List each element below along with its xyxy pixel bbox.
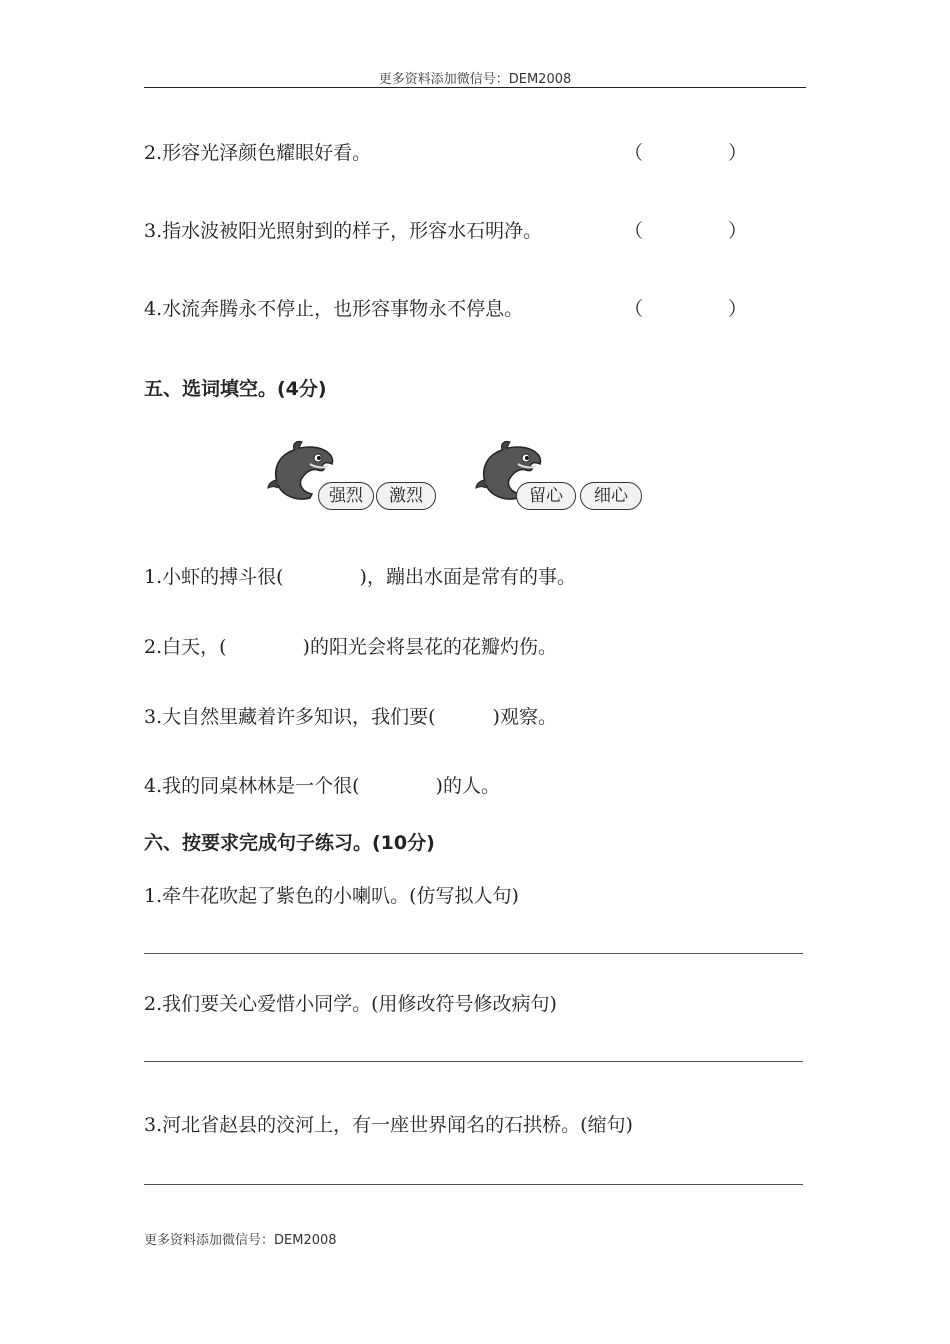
sentence-exercise: 1.牵牛花吹起了紫色的小喇叭。(仿写拟人句) bbox=[144, 885, 519, 907]
word-option: 细心 bbox=[580, 482, 642, 510]
section-title: 五、选词填空。(4分) bbox=[144, 378, 327, 400]
section-title: 六、按要求完成句子练习。(10分) bbox=[144, 832, 435, 854]
answer-paren-open: （ bbox=[624, 220, 644, 242]
word-group bbox=[474, 440, 674, 516]
fill-blank-item: 2.白天，( )的阳光会将昙花的花瓣灼伤。 bbox=[144, 636, 557, 658]
answer-paren-open: （ bbox=[624, 142, 644, 164]
answer-paren-close: ） bbox=[728, 142, 748, 164]
header-divider bbox=[144, 87, 806, 88]
answer-paren-open: （ bbox=[624, 298, 644, 320]
answer-paren-close: ） bbox=[728, 298, 748, 320]
answer-line bbox=[144, 1061, 803, 1062]
sentence-exercise: 3.河北省赵县的洨河上，有一座世界闻名的石拱桥。(缩句) bbox=[144, 1114, 633, 1136]
question-item: 4.水流奔腾永不停止，也形容事物永不停息。 bbox=[144, 298, 524, 320]
fill-blank-item: 4.我的同桌林林是一个很( )的人。 bbox=[144, 775, 500, 797]
fill-blank-item: 3.大自然里藏着许多知识，我们要( )观察。 bbox=[144, 706, 557, 728]
answer-paren-close: ） bbox=[728, 220, 748, 242]
word-group bbox=[266, 440, 466, 516]
page-footer: 更多资料添加微信号：DEM2008 bbox=[144, 1233, 337, 1248]
question-item: 2.形容光泽颜色耀眼好看。 bbox=[144, 142, 372, 164]
word-option: 激烈 bbox=[376, 482, 436, 510]
question-item: 3.指水波被阳光照射到的样子，形容水石明净。 bbox=[144, 220, 543, 242]
answer-line bbox=[144, 1184, 803, 1185]
word-option: 留心 bbox=[516, 482, 576, 510]
answer-line bbox=[144, 953, 803, 954]
word-option: 强烈 bbox=[318, 482, 374, 510]
fill-blank-item: 1.小虾的搏斗很( )，蹦出水面是常有的事。 bbox=[144, 566, 576, 588]
page-header: 更多资料添加微信号：DEM2008 bbox=[378, 72, 572, 87]
sentence-exercise: 2.我们要关心爱惜小同学。(用修改符号修改病句) bbox=[144, 993, 557, 1015]
